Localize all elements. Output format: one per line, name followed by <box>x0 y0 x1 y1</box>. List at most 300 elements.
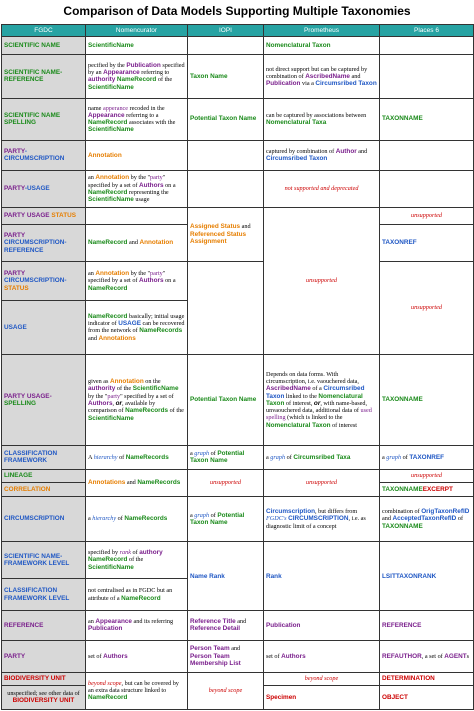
term: NameRecords <box>124 515 168 523</box>
page-title: Comparison of Data Models Supporting Multiple Taxonomies <box>63 4 411 18</box>
term: Taxon Name <box>190 72 228 80</box>
text: of the <box>127 556 144 564</box>
text: of the <box>168 407 184 415</box>
table-row <box>2 261 474 300</box>
term: Nomenclatural Taxon <box>266 41 331 49</box>
unsupported-note: beyond scope <box>208 687 243 695</box>
term: NameRecords <box>137 479 181 487</box>
table-row <box>2 445 474 469</box>
iopi-cell <box>188 496 264 541</box>
table-row <box>2 140 474 170</box>
fgdc-cell <box>2 300 86 354</box>
term: Potential Taxon Name <box>190 449 245 465</box>
iopi-cell <box>188 140 264 170</box>
text: and <box>356 148 368 156</box>
term: Potential Taxon Name <box>190 511 245 526</box>
iopi-cell <box>188 171 264 208</box>
text: and <box>229 645 241 653</box>
prometheus-cell <box>264 469 380 496</box>
fgdc-cell <box>2 482 86 496</box>
term: BIODIVERSITY UNIT <box>12 697 75 705</box>
term: FGDC's <box>266 515 287 523</box>
text: A <box>88 453 94 461</box>
term: Authors <box>139 277 164 285</box>
term: DETERMINATION <box>382 675 435 683</box>
places-cell <box>380 445 474 469</box>
text: , a set of <box>421 652 445 660</box>
term: SCIENTIFIC NAME <box>4 41 61 49</box>
term: NameRecord <box>88 694 128 702</box>
iopi-cell <box>188 542 264 611</box>
term: STATUS <box>51 212 76 220</box>
nomencurator-cell <box>86 445 188 469</box>
fgdc-cell <box>2 225 86 262</box>
places-cell <box>380 482 474 496</box>
term: Authors <box>88 399 113 407</box>
term: Nomenclatural Taxon <box>266 421 331 429</box>
term: ScientificName <box>88 196 134 204</box>
term: STATUS <box>4 284 29 292</box>
text: and <box>127 239 140 247</box>
term: NameRecord <box>88 284 128 292</box>
term: PARTY <box>4 269 26 277</box>
table-row <box>2 469 474 482</box>
nomencurator-cell <box>86 673 188 710</box>
text: given as <box>88 377 110 385</box>
places-cell <box>380 686 474 710</box>
fgdc-cell <box>2 354 86 445</box>
term: Specimen <box>266 693 297 701</box>
term: CIRCUMSCRIPTION- <box>4 277 67 285</box>
text: captured by combination of <box>266 148 336 156</box>
text: and <box>125 479 138 487</box>
term: CORRELATION <box>4 485 51 493</box>
text: specified by <box>88 549 120 556</box>
table-row <box>2 98 474 140</box>
term: Publication <box>88 625 123 633</box>
text: of <box>130 549 140 556</box>
unsupported-note: beyond scope <box>304 675 339 683</box>
fgdc-cell <box>2 140 86 170</box>
text: s <box>466 652 470 660</box>
term: party <box>107 392 121 400</box>
prometheus-cell <box>264 542 380 611</box>
text: and <box>235 618 247 626</box>
text: on the <box>143 377 161 385</box>
nomencurator-cell <box>86 300 188 354</box>
term: AscribedName <box>266 385 311 393</box>
places-cell <box>380 469 474 482</box>
term: ScientificName <box>88 83 134 91</box>
term: graph <box>194 449 210 457</box>
nomencurator-cell <box>86 171 188 208</box>
unsupported-note: beyond scope <box>88 680 122 688</box>
text: of <box>209 449 218 457</box>
table-row <box>2 36 474 54</box>
term: USAGE <box>118 320 141 328</box>
table-row <box>2 354 474 445</box>
term: Authors <box>139 181 164 189</box>
text: unspecified; see other data of <box>7 690 80 698</box>
term: ScientificName <box>132 385 179 393</box>
fgdc-cell <box>2 542 86 579</box>
text: combination of <box>382 507 422 515</box>
nomencurator-cell <box>86 496 188 541</box>
term: Annotations <box>88 479 126 487</box>
term: or <box>313 399 321 407</box>
col-header-places: Places 6 <box>380 25 474 37</box>
table-row <box>2 673 474 686</box>
nomencurator-cell <box>86 354 188 445</box>
text: set of <box>266 652 282 660</box>
term: AcceptedTaxonRefID <box>392 515 457 523</box>
term: Annotation <box>110 377 144 385</box>
unsupported-note: unsupported <box>210 479 241 487</box>
text: a <box>190 511 195 519</box>
text: , with name-based, unvaouchered data, additional data of <box>266 399 368 415</box>
col-header-nomencurator: Nomencurator <box>86 25 188 37</box>
text: referring to a <box>124 111 159 119</box>
term: authory <box>139 549 163 556</box>
text: and <box>382 515 393 523</box>
nomencurator-cell <box>86 578 188 610</box>
places-cell <box>380 496 474 541</box>
text: can be recovered from the network of <box>88 320 185 335</box>
text: and <box>88 334 99 342</box>
text: representing the <box>127 188 169 196</box>
col-header-prometheus: Prometheus <box>264 25 380 37</box>
prometheus-cell <box>264 640 380 672</box>
term: party <box>150 269 163 277</box>
fgdc-cell <box>2 207 86 224</box>
prometheus-cell <box>264 354 380 445</box>
term: Reference Title <box>190 618 236 626</box>
places-cell <box>380 542 474 611</box>
term: used spelling <box>266 407 372 422</box>
iopi-cell <box>188 98 264 140</box>
header-row <box>2 25 474 37</box>
term: AGENT <box>444 652 467 660</box>
term: BIODIVERSITY UNIT <box>4 675 66 683</box>
iopi-cell <box>188 469 264 496</box>
text: on a <box>163 181 176 189</box>
text: linked to the <box>284 392 319 400</box>
iopi-cell <box>188 673 264 710</box>
nomencurator-cell <box>86 140 188 170</box>
term: Appearance <box>103 69 140 77</box>
term: Nomenclatural Taxon <box>266 392 363 407</box>
iopi-cell <box>188 261 264 354</box>
term: authority <box>88 385 116 393</box>
term: ScientificName <box>88 414 134 422</box>
term: Annotation <box>139 239 174 247</box>
term: Circumsribed Taxon <box>315 79 377 87</box>
term: REFAUTHOR <box>382 652 422 660</box>
text: of a <box>310 385 324 393</box>
table-row <box>2 496 474 541</box>
text: by the " <box>129 269 151 277</box>
text: a <box>266 453 271 461</box>
term: SCIENTIFIC NAME SPELLING <box>4 111 61 127</box>
term: apperance <box>102 104 129 112</box>
prometheus-cell <box>264 55 380 98</box>
text: , i.e. as diagnostic limit of a concept <box>266 515 366 530</box>
text: specified by an <box>88 61 185 77</box>
text: of <box>456 515 463 523</box>
fgdc-cell <box>2 55 86 98</box>
term: Circumsribed Taxa <box>293 453 351 461</box>
prometheus-cell <box>264 673 380 686</box>
term: PARTY USAGE- <box>4 392 52 400</box>
nomencurator-cell <box>86 640 188 672</box>
places-cell <box>380 171 474 208</box>
term: NameRecord <box>88 312 128 320</box>
table-row <box>2 171 474 208</box>
unsupported-note: unsupported <box>411 472 442 480</box>
term: Circumsribed Taxon <box>266 385 365 400</box>
text: of <box>116 515 125 523</box>
text: , <box>112 399 116 407</box>
term: rank <box>119 549 131 556</box>
text: of <box>401 453 410 461</box>
fgdc-cell <box>2 611 86 640</box>
nomencurator-cell <box>86 542 188 579</box>
term: REFERENCE <box>382 621 422 629</box>
text: recoded in the <box>128 104 165 112</box>
places-cell <box>380 55 474 98</box>
col-header-fgdc: FGDC <box>2 25 86 37</box>
text: referring to <box>139 69 170 77</box>
term: Publication <box>266 79 301 87</box>
text: name <box>88 104 103 112</box>
text: of the <box>156 76 173 84</box>
places-cell <box>380 98 474 140</box>
prometheus-cell <box>264 36 380 54</box>
term: NameRecord <box>116 76 157 84</box>
term: Assigned Status <box>190 223 241 231</box>
text: of <box>285 453 294 461</box>
places-cell <box>380 611 474 640</box>
term: REFERENCE <box>4 621 44 629</box>
text: and <box>240 223 251 231</box>
prometheus-cell <box>264 686 380 710</box>
term: hierarchy <box>93 453 118 461</box>
text: associates with the <box>127 119 176 127</box>
term: or <box>115 399 122 407</box>
term: hierarchy <box>92 515 117 523</box>
fgdc-cell <box>2 36 86 54</box>
places-cell <box>380 261 474 354</box>
fgdc-cell <box>2 469 86 482</box>
term: Person Team Membership List <box>190 652 241 667</box>
text: a <box>88 515 93 523</box>
text: , but can be covered by an extra data structure linked to <box>88 680 179 695</box>
text: of interest, <box>284 399 314 407</box>
term: graph <box>194 511 210 519</box>
text: " specified by a set of <box>88 174 166 189</box>
term: TAXONREF <box>382 239 417 247</box>
fgdc-cell <box>2 98 86 140</box>
term: Name Rank <box>190 572 225 580</box>
term: -CIRCUMSCRIPTION <box>4 148 65 163</box>
places-cell <box>380 673 474 686</box>
term: Rank <box>266 572 282 580</box>
term: TAXONNAME <box>382 485 423 493</box>
fgdc-cell <box>2 171 86 208</box>
text: , available by comparison of <box>88 399 156 415</box>
nomencurator-cell <box>86 36 188 54</box>
term: LSITTAXONRANK <box>382 572 437 580</box>
term: Publication <box>266 621 301 629</box>
table-row <box>2 542 474 579</box>
text: (which is linked to the <box>285 414 343 422</box>
text: by the " <box>129 174 151 182</box>
term: ScientificName <box>88 126 134 134</box>
prometheus-cell <box>264 207 380 354</box>
prometheus-cell <box>264 611 380 640</box>
term: Potential Taxon Name <box>190 396 257 404</box>
term: TAXONNAME <box>382 396 423 404</box>
term: CIRCUMSCRIPTION <box>4 515 65 523</box>
term: SCIENTIFIC NAME-REFERENCE <box>4 69 63 84</box>
term: Nomenclatural Taxa <box>266 119 327 127</box>
text: , but differs from <box>315 508 358 516</box>
term: CLASSIFICATION FRAMEWORK LEVEL <box>4 587 70 602</box>
text: an <box>88 618 96 626</box>
nomencurator-cell <box>86 225 188 262</box>
fgdc-cell <box>2 640 86 672</box>
term: Authors <box>281 652 306 660</box>
text: of the <box>115 385 133 393</box>
iopi-cell <box>188 354 264 445</box>
table-row <box>2 640 474 672</box>
text: not centralised as in FGDC but an attribute of a <box>88 587 173 602</box>
fgdc-cell <box>2 686 86 710</box>
fgdc-cell <box>2 261 86 300</box>
term: authority <box>88 76 116 84</box>
term: Appearance <box>88 111 125 119</box>
term: PARTY <box>4 652 26 660</box>
term: SCIENTIFIC NAME-FRAMEWORK LEVEL <box>4 552 70 568</box>
term: TAXONNAME <box>382 522 423 530</box>
term: TAXONREF <box>409 453 445 461</box>
term: NameRecord <box>88 556 128 564</box>
text: an <box>88 269 96 277</box>
text: an <box>88 174 96 182</box>
term: OBJECT <box>382 693 408 701</box>
comparison-table <box>1 24 474 710</box>
term: Annotation <box>95 174 130 182</box>
term: Reference Detail <box>190 625 241 633</box>
iopi-cell <box>188 55 264 98</box>
term: Referenced Status Assignment <box>190 230 247 246</box>
text: a <box>382 453 387 461</box>
term: NameRecords <box>125 453 169 461</box>
text: not direct support but can be captured by combination of <box>266 65 368 80</box>
nomencurator-cell <box>86 98 188 140</box>
term: NameRecord <box>88 188 128 196</box>
term: PARTY <box>4 185 25 193</box>
prometheus-cell <box>264 171 380 208</box>
table-row <box>2 207 474 224</box>
nomencurator-cell <box>86 55 188 98</box>
term: PARTY <box>4 232 26 239</box>
places-cell <box>380 354 474 445</box>
text: usage <box>133 196 150 204</box>
term: Potential Taxon Name <box>190 115 257 123</box>
term: Annotation <box>95 269 130 277</box>
text: of <box>209 511 218 519</box>
term: CIRCUMSCRIPTION-REFERENCE <box>4 239 67 254</box>
term: AscribedName <box>305 72 350 80</box>
term: NameRecord <box>121 594 161 602</box>
unsupported-note: unsupported <box>306 479 337 487</box>
text: and <box>349 72 361 80</box>
iopi-cell <box>188 445 264 469</box>
nomencurator-cell <box>86 261 188 300</box>
term: CIRCUMSCRIPTION <box>288 515 349 523</box>
fgdc-cell <box>2 673 86 686</box>
places-cell <box>380 36 474 54</box>
term: graph <box>270 453 286 461</box>
text: a <box>190 449 195 457</box>
term: NameRecords <box>125 407 169 415</box>
prometheus-cell <box>264 496 380 541</box>
text: of <box>117 453 126 461</box>
places-cell <box>380 225 474 262</box>
term: Appearance <box>95 618 132 626</box>
iopi-cell <box>188 640 264 672</box>
text: " specified by a set of <box>120 392 174 400</box>
term: ScientificName <box>88 563 134 571</box>
term: CLASSIFICATION FRAMEWORK <box>4 449 58 465</box>
term: OrigTaxonRefID <box>421 507 470 515</box>
term: party <box>150 174 163 182</box>
iopi-cell <box>188 36 264 54</box>
term: graph <box>386 453 402 461</box>
unsupported-note: unsupported <box>306 277 337 285</box>
term: Circumscription <box>266 508 316 516</box>
prometheus-cell <box>264 140 380 170</box>
places-cell <box>380 140 474 170</box>
text: basically; initial usage indicator of <box>88 312 185 328</box>
places-cell <box>380 207 474 224</box>
text: pecified by the <box>88 61 127 69</box>
fgdc-cell <box>2 445 86 469</box>
text: on a <box>163 277 176 285</box>
text: and its referring <box>131 618 174 626</box>
term: NameRecord <box>88 239 128 247</box>
term: PARTY USAGE <box>4 212 52 220</box>
term: Circumsribed Taxon <box>266 155 328 163</box>
fgdc-cell <box>2 496 86 541</box>
fgdc-cell <box>2 578 86 610</box>
text: via a <box>300 79 316 87</box>
text: of interest <box>330 421 357 429</box>
term: LINEAGE <box>4 471 33 479</box>
col-header-iopi: IOPI <box>188 25 264 37</box>
text: Depends on data forms. With circumscription, i.e. vaouchered data, <box>266 370 359 386</box>
nomencurator-cell <box>86 207 188 224</box>
nomencurator-cell <box>86 611 188 640</box>
table-row <box>2 611 474 640</box>
places-cell <box>380 640 474 672</box>
term: USAGE <box>4 323 27 331</box>
prometheus-cell <box>264 98 380 140</box>
iopi-cell <box>188 207 264 261</box>
iopi-cell <box>188 611 264 640</box>
term: Authors <box>103 652 128 660</box>
